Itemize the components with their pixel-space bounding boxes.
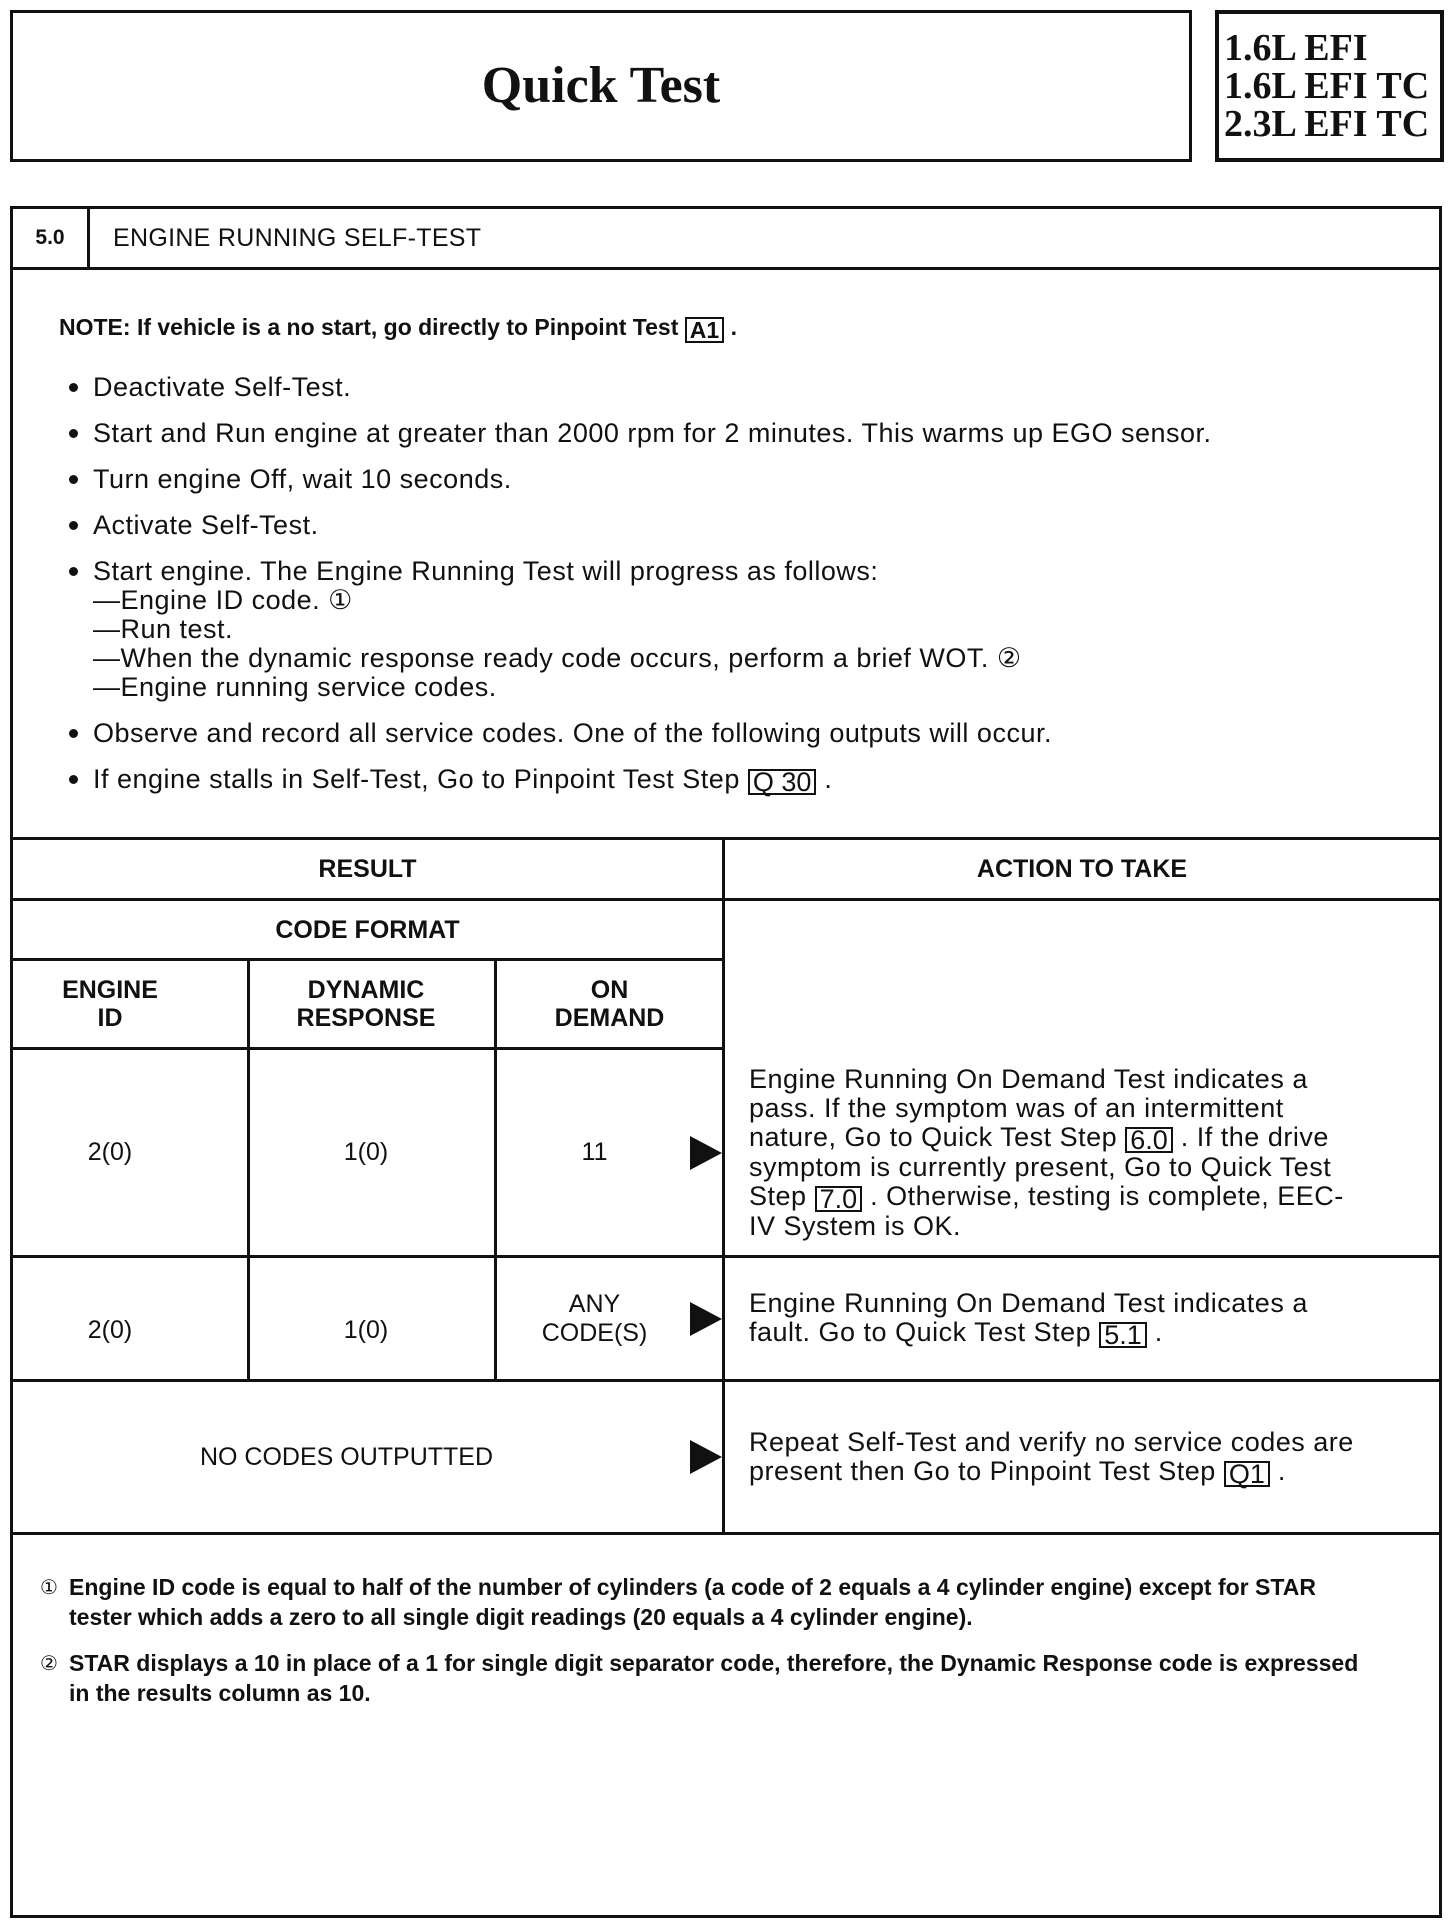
pinpoint-test-ref: Q 30 xyxy=(748,769,817,795)
quick-test-step-ref: 6.0 xyxy=(1125,1127,1173,1153)
on-demand-value xyxy=(497,1258,725,1382)
page-title: Quick Test xyxy=(481,57,721,114)
step-item xyxy=(59,373,1409,402)
result-text: NO CODES OUTPUTTED xyxy=(199,1442,494,1471)
bullet-dot xyxy=(69,729,78,738)
title-box xyxy=(10,10,1192,162)
action-text-part: Engine Running On Demand Test indicates a pass. If the symptom was of an intermittent nature, Go to Quick Test Step xyxy=(749,1063,1308,1152)
note xyxy=(59,313,1409,343)
action-header: ACTION TO TAKE xyxy=(725,840,1439,901)
step-text: If engine stalls in Self-Test, Go to Pinpoint Test Step xyxy=(93,764,740,794)
footnote-text: Engine ID code is equal to half of the number of cylinders (a code of 2 equals a 4 cylinder engine) except for STAR tester which adds a zero to all single digit readings (20 equals a 4 cylinder engine). xyxy=(69,1574,1316,1630)
note-end: . xyxy=(730,314,737,340)
step-number: 5.0 xyxy=(13,209,90,270)
column-header-line: DEMAND xyxy=(554,1004,665,1032)
bullet-dot xyxy=(69,475,78,484)
test-step-panel xyxy=(10,206,1442,1918)
action-cell xyxy=(725,1382,1439,1535)
pinpoint-test-ref: A1 xyxy=(685,317,724,343)
code-format-header: CODE FORMAT xyxy=(13,901,725,961)
substep: —Engine running service codes. xyxy=(93,672,497,702)
on-demand-code: 11 xyxy=(581,1138,608,1166)
step-item xyxy=(59,511,1409,540)
bullet-dot xyxy=(69,521,78,530)
engine-label: 2.3L EFI TC xyxy=(1224,103,1430,145)
quick-test-step-ref: 7.0 xyxy=(815,1186,863,1212)
engine-label: 1.6L EFI xyxy=(1224,27,1368,69)
step-item xyxy=(59,765,1409,795)
step-item xyxy=(59,719,1409,748)
action-text xyxy=(749,1289,1369,1348)
footnote-marker: ① xyxy=(40,1575,58,1599)
note-text: NOTE: If vehicle is a no start, go directly to Pinpoint Test xyxy=(59,314,679,340)
action-text-part: . xyxy=(1277,1455,1286,1486)
action-cell xyxy=(725,1258,1439,1382)
dynamic-response-value: 1(0) xyxy=(250,1258,497,1382)
step-text: Observe and record all service codes. One of the following outputs will occur. xyxy=(93,718,1052,748)
on-demand-value xyxy=(497,1050,725,1258)
on-demand-code: CODE(S) xyxy=(541,1318,648,1347)
step-item xyxy=(59,557,1409,702)
action-text xyxy=(749,1065,1369,1241)
column-header-dynamic-response xyxy=(250,961,497,1050)
arrow-right-icon xyxy=(690,1136,722,1170)
action-text-part: . Otherwise, testing is complete, EEC-IV System is OK. xyxy=(749,1180,1344,1241)
action-text-part: Repeat Self-Test and verify no service codes are present then Go to Pinpoint Test Step xyxy=(749,1426,1354,1486)
action-text-part: . xyxy=(1154,1317,1163,1347)
action-cell xyxy=(725,901,1439,1258)
step-text: Start and Run engine at greater than 2000 rpm for 2 minutes. This warms up EGO sensor. xyxy=(93,418,1212,448)
step-text: Activate Self-Test. xyxy=(93,510,319,540)
footnote-marker: ② xyxy=(40,1651,58,1675)
bullet-dot xyxy=(69,383,78,392)
arrow-right-icon xyxy=(690,1302,722,1336)
bullet-dot xyxy=(69,567,78,576)
step-item xyxy=(59,419,1409,448)
bullet-dot xyxy=(69,775,78,784)
substep: —When the dynamic response ready code occurs, perform a brief WOT. ② xyxy=(93,643,1022,673)
instructions xyxy=(13,270,1439,840)
engine-id-value: 2(0) xyxy=(13,1258,250,1382)
arrow-right-icon xyxy=(690,1440,722,1474)
step-end: . xyxy=(824,764,833,794)
action-text xyxy=(749,1428,1369,1487)
step-text: Start engine. The Engine Running Test will progress as follows: xyxy=(93,556,879,586)
column-header-line: RESPONSE xyxy=(296,1004,436,1032)
step-text: Turn engine Off, wait 10 seconds. xyxy=(93,464,512,494)
pinpoint-test-ref: Q1 xyxy=(1224,1461,1270,1487)
column-header-on-demand xyxy=(497,961,725,1050)
footnotes xyxy=(13,1535,1439,1724)
column-header-line: DYNAMIC xyxy=(307,976,425,1004)
step-item xyxy=(59,465,1409,494)
result-header: RESULT xyxy=(13,840,725,901)
engine-applicability-box xyxy=(1215,10,1444,162)
action-text-part: . If the drive symptom is currently present, Go to Quick Test Step xyxy=(749,1121,1332,1211)
column-header-line: ID xyxy=(97,1004,123,1032)
footnote xyxy=(13,1572,1439,1632)
on-demand-code: ANY xyxy=(568,1289,621,1318)
engine-id-value: 2(0) xyxy=(13,1050,250,1258)
footnote-text: STAR displays a 10 in place of a 1 for single digit separator code, therefore, the Dynamic Response code is expressed in the results column as 10. xyxy=(69,1650,1359,1706)
substep: —Engine ID code. ① xyxy=(93,585,353,615)
action-text-part: Engine Running On Demand Test indicates a fault. Go to Quick Test Step xyxy=(749,1288,1308,1347)
step-title: ENGINE RUNNING SELF-TEST xyxy=(90,209,1439,270)
footnote xyxy=(13,1648,1439,1708)
engine-label: 1.6L EFI TC xyxy=(1224,65,1430,107)
substep: —Run test. xyxy=(93,614,234,644)
step-text: Deactivate Self-Test. xyxy=(93,372,352,402)
column-header-line: ENGINE xyxy=(62,976,158,1004)
column-header-line: ON xyxy=(590,976,629,1004)
quick-test-step-ref: 5.1 xyxy=(1099,1322,1147,1348)
bullet-dot xyxy=(69,429,78,438)
dynamic-response-value: 1(0) xyxy=(250,1050,497,1258)
column-header-engine-id xyxy=(13,961,250,1050)
no-codes-result xyxy=(13,1382,725,1535)
